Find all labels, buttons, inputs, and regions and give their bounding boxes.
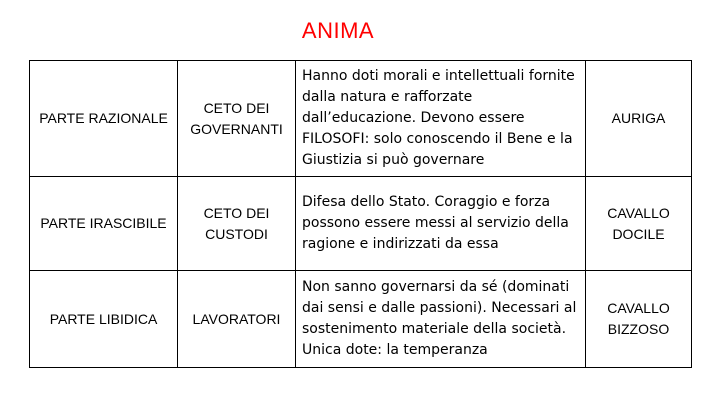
social-class-line: GOVERNANTI [190, 120, 283, 137]
symbol-cell [586, 61, 692, 177]
table-row [30, 61, 692, 177]
page-title: ANIMA [301, 18, 375, 43]
description-text: Difesa dello Stato. Coraggio e forza possono essere messi al servizio della ragione e indirizzati da essa [302, 194, 569, 252]
description-cell [296, 177, 586, 271]
social-class-cell [178, 271, 296, 368]
social-class-cell [178, 177, 296, 271]
soul-part-cell [30, 271, 178, 368]
symbol-line: DOCILE [612, 225, 665, 242]
symbol-cell [586, 271, 692, 368]
soul-part-cell [30, 61, 178, 177]
social-class-line: CETO DEI [203, 99, 270, 116]
social-class-line: CUSTODI [205, 225, 268, 242]
social-class-line: LAVORATORI [192, 310, 281, 327]
symbol-line: BIZZOSO [607, 321, 670, 337]
soul-part-label: PARTE RAZIONALE [39, 110, 168, 126]
description-text: Hanno doti morali e intellettuali fornite dalla natura e rafforzate dall’educazione. Devono essere FILOSOFI: solo conoscendo il Bene e la Giustizia si può governare [302, 68, 575, 168]
description-cell [296, 61, 586, 177]
symbol-line: AURIGA [611, 110, 666, 126]
table-row [30, 271, 692, 368]
soul-part-label: PARTE LIBIDICA [49, 310, 158, 327]
soul-part-cell [30, 177, 178, 271]
symbol-cell [586, 177, 692, 271]
symbol-line: CAVALLO [607, 300, 670, 316]
description-cell [296, 271, 586, 368]
social-class-line: CETO DEI [203, 204, 270, 221]
description-text: Non sanno governarsi da sé (dominati dai sensi e dalle passioni). Necessari al sostenimento materiale della società. Unica dote: la temperanza [302, 279, 577, 358]
social-class-cell [178, 61, 296, 177]
symbol-line: CAVALLO [607, 204, 670, 221]
anima-table [29, 60, 692, 368]
table-row [30, 177, 692, 271]
soul-part-label: PARTE IRASCIBILE [40, 215, 167, 231]
